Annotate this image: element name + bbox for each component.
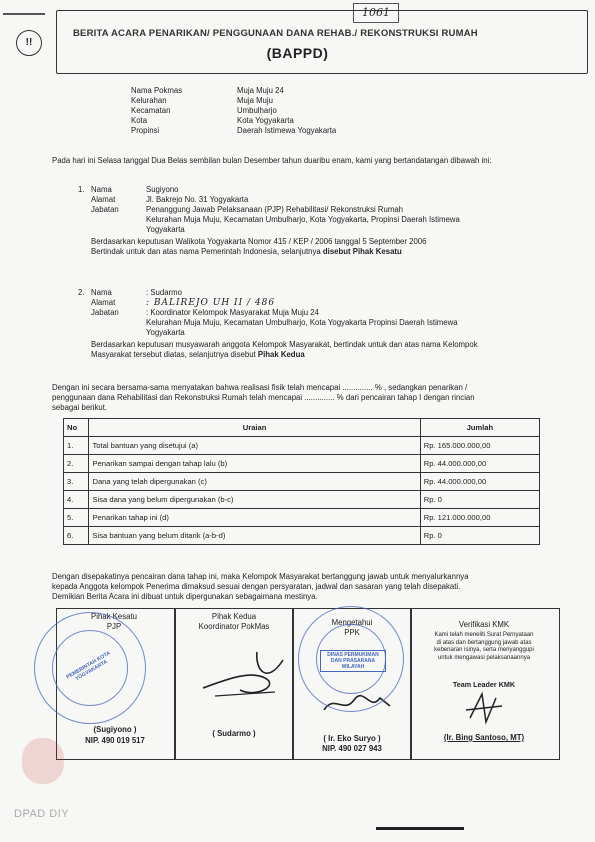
info-row bbox=[131, 126, 336, 136]
kmk-name: (Ir. Bing Santoso, MT) bbox=[443, 733, 525, 742]
party1-alamat: Jl. Bakrejo No. 31 Yogyakarta bbox=[146, 195, 249, 204]
info-value: Kota Yogyakarta bbox=[237, 116, 294, 125]
info-row bbox=[131, 116, 336, 126]
kmk-note-line: untuk mengawasi pelaksanaannya bbox=[437, 654, 531, 661]
party2-jabatan: : Koordinator Kelompok Masyarakat Muja Muju 24 bbox=[146, 308, 319, 317]
party2-nama: : Sudarmo bbox=[146, 288, 182, 297]
cell-uraian: Sisa dana yang belum dipergunakan (b-c) bbox=[89, 491, 420, 509]
pihak-kedua-role: Pihak Kedua bbox=[211, 612, 257, 621]
party1-basis: Berdasarkan keputusan Walikota Yogyakarta Nomor 415 / KEP / 2006 tanggal 5 September 2006 bbox=[91, 237, 427, 246]
stamp-left-text: PEMERINTAH KOTA YOGYAKARTA bbox=[65, 650, 112, 683]
info-label: Kelurahan bbox=[131, 96, 167, 105]
closing-line: kepada Anggota kelompok Penerima dimaksud sesuai dengan persyaratan, jadwal dan sasaran yang telah disepakati. bbox=[52, 582, 461, 591]
cell-no: 1. bbox=[64, 437, 89, 455]
field-label: Nama bbox=[91, 288, 112, 297]
party2-designation: Pihak Kedua bbox=[257, 350, 305, 359]
cell-uraian: Penarikan tahap ini (d) bbox=[89, 509, 420, 527]
paragraph-line: Dengan ini secara bersama-sama menyatakan bahwa realisasi fisik telah mencapai .............. % , sedangkan penarikan / bbox=[52, 383, 468, 392]
party1-basis2: Bertindak untuk dan atas nama Pemerintah Indonesia, selanjutnya bbox=[91, 247, 321, 256]
cell-jumlah: Rp. 165.000.000,00 bbox=[420, 437, 539, 455]
kmk-team: Team Leader KMK bbox=[452, 680, 516, 689]
info-value: Daerah Istimewa Yogyakarta bbox=[237, 126, 337, 135]
party2-alamat-handwritten: : BALIREJO UH II / 486 bbox=[146, 298, 276, 308]
cell-uraian: Penarikan sampai dengan tahap lalu (b) bbox=[89, 455, 420, 473]
field-label: Alamat bbox=[91, 195, 116, 204]
pen-stroke bbox=[3, 13, 45, 15]
table-row bbox=[64, 527, 540, 545]
cell-uraian: Sisa bantuan yang belum ditarik (a-b-d) bbox=[89, 527, 420, 545]
paragraph-line: penggunaan dana Rehabilitasi dan Rekonstruksi Rumah telah mencapai .............. % dari pencairan tahap I dengan rincian bbox=[52, 393, 475, 402]
col-header-uraian: Uraian bbox=[89, 419, 420, 437]
kmk-note-line: di atas dan bertanggung jawab atas bbox=[436, 639, 532, 646]
info-label: Propinsi bbox=[131, 126, 160, 135]
info-value: Umbulharjo bbox=[237, 106, 277, 115]
party2-basis2: Masyarakat tersebut diatas, selanjutnya disebut bbox=[91, 350, 256, 359]
rincian-table bbox=[63, 418, 540, 545]
signature-bing-santoso bbox=[462, 688, 507, 728]
party1-jabatan: Penanggung Jawab Pelaksanaan (PJP) Rehabilitasi/ Rekonstruksi Rumah bbox=[146, 205, 404, 214]
table-header bbox=[64, 419, 540, 437]
party1-nama: Sugiyono bbox=[146, 185, 179, 194]
closing-line: Dengan disepakatinya pencairan dana tahap ini, maka Kelompok Masyarakat bertanggung jawab untuk menyalurkannya bbox=[52, 572, 469, 581]
pihak-kesatu-sub: PJP bbox=[106, 622, 122, 631]
party1-jabatan-line2: Kelurahan Muja Muju, Kecamatan Umbulharjo, Kota Yogyakarta, Propinsi Daerah Istimewa bbox=[146, 215, 460, 224]
cell-no: 2. bbox=[64, 455, 89, 473]
signature-sudarmo bbox=[195, 640, 290, 705]
kmk-note-line: kebenaran isinya, serta menyanggupi bbox=[434, 647, 534, 654]
document-subtitle: (BAPPD) bbox=[266, 45, 329, 61]
info-block bbox=[131, 86, 336, 136]
pihak-kesatu-role: Pihak Kesatu bbox=[91, 612, 137, 621]
ppk-sub: PPK bbox=[344, 628, 360, 637]
ppk-name: ( Ir. Eko Suryo ) bbox=[323, 734, 381, 743]
party-number: 2. bbox=[78, 288, 85, 297]
party1-block bbox=[78, 185, 548, 257]
intro-paragraph: Pada hari ini Selasa tanggal Dua Belas sembilan bulan Desember tahun duaribu enam, kami yang bertandatangan dibawah ini: bbox=[52, 156, 492, 165]
pihak-kedua-sub: Koordinator PokMas bbox=[198, 622, 270, 631]
table-row bbox=[64, 473, 540, 491]
realisasi-paragraph bbox=[52, 383, 557, 413]
bottom-rule bbox=[376, 827, 464, 830]
header-frame bbox=[56, 10, 588, 74]
party2-jabatan-line3: Yogyakarta bbox=[146, 328, 185, 337]
pihak-kedua-name: ( Sudarmo ) bbox=[212, 729, 256, 738]
document-title: BERITA ACARA PENARIKAN/ PENGGUNAAN DANA REHAB./ REKONSTRUKSI RUMAH bbox=[73, 28, 478, 39]
cell-no: 5. bbox=[64, 509, 89, 527]
document-number: 1061 bbox=[353, 3, 399, 23]
field-label: Alamat bbox=[91, 298, 116, 307]
cell-jumlah: Rp. 44.000.000,00 bbox=[420, 455, 539, 473]
party1-designation: disebut Pihak Kesatu bbox=[322, 247, 402, 256]
info-value: Muja Muju bbox=[237, 96, 273, 105]
watermark-seal-icon bbox=[22, 738, 64, 784]
table-row bbox=[64, 509, 540, 527]
field-label: Jabatan bbox=[91, 205, 119, 214]
info-label: Nama Pokmas bbox=[131, 86, 183, 95]
paragraph-line: sebagai berikut. bbox=[52, 403, 108, 412]
party1-jabatan-line3: Yogyakarta bbox=[146, 225, 185, 234]
cell-jumlah: Rp. 0 bbox=[420, 491, 539, 509]
info-value: Muja Muju 24 bbox=[237, 86, 284, 95]
party2-basis: Berdasarkan keputusan musyawarah anggota Kelompok Masyarakat, bertindak untuk dan atas nama Kelompok bbox=[91, 340, 478, 349]
cell-jumlah: Rp. 121.000.000,00 bbox=[420, 509, 539, 527]
col-header-jumlah: Jumlah bbox=[420, 419, 539, 437]
field-label: Jabatan bbox=[91, 308, 119, 317]
cell-uraian: Dana yang telah dipergunakan (c) bbox=[89, 473, 420, 491]
table-row bbox=[64, 491, 540, 509]
pihak-kesatu-name: (Sugiyono ) bbox=[93, 725, 137, 734]
cell-no: 6. bbox=[64, 527, 89, 545]
col-header-no: No bbox=[64, 419, 89, 437]
cell-uraian: Total bantuan yang disetujui (a) bbox=[89, 437, 420, 455]
stamp-right-text: DINAS PERMUKIMAN DAN PRASARANA WILAYAH bbox=[320, 650, 386, 672]
table-row bbox=[64, 437, 540, 455]
kmk-note bbox=[414, 632, 554, 662]
field-label: Nama bbox=[91, 185, 112, 194]
kmk-note-line: Kami telah meneliti Surat Pernyataan bbox=[434, 632, 534, 638]
info-row bbox=[131, 86, 336, 96]
closing-paragraph bbox=[52, 572, 562, 602]
info-label: Kota bbox=[131, 116, 148, 125]
info-row bbox=[131, 106, 336, 116]
party-number: 1. bbox=[78, 185, 85, 194]
kmk-role: Verifikasi KMK bbox=[458, 620, 510, 629]
cell-no: 4. bbox=[64, 491, 89, 509]
info-row bbox=[131, 96, 336, 106]
ppk-nip: NIP. 490 027 943 bbox=[322, 744, 382, 753]
watermark: DPAD DIY bbox=[14, 808, 70, 820]
party2-jabatan-line2: Kelurahan Muja Muju, Kecamatan Umbulharjo, Kota Yogyakarta Propinsi Daerah Istimewa bbox=[146, 318, 458, 327]
cell-jumlah: Rp. 44.000.000,00 bbox=[420, 473, 539, 491]
pihak-kesatu-nip: NIP. 490 019 517 bbox=[85, 736, 145, 745]
cell-no: 3. bbox=[64, 473, 89, 491]
closing-line: Demikian Berita Acara ini dibuat untuk dipergunakan sebagaimana mestinya. bbox=[52, 592, 318, 601]
cell-jumlah: Rp. 0 bbox=[420, 527, 539, 545]
logo-icon: !! bbox=[16, 30, 42, 56]
table-row bbox=[64, 455, 540, 473]
party2-block bbox=[78, 288, 548, 360]
info-label: Kecamatan bbox=[131, 106, 171, 115]
ppk-role: Mengetahui bbox=[331, 618, 373, 627]
